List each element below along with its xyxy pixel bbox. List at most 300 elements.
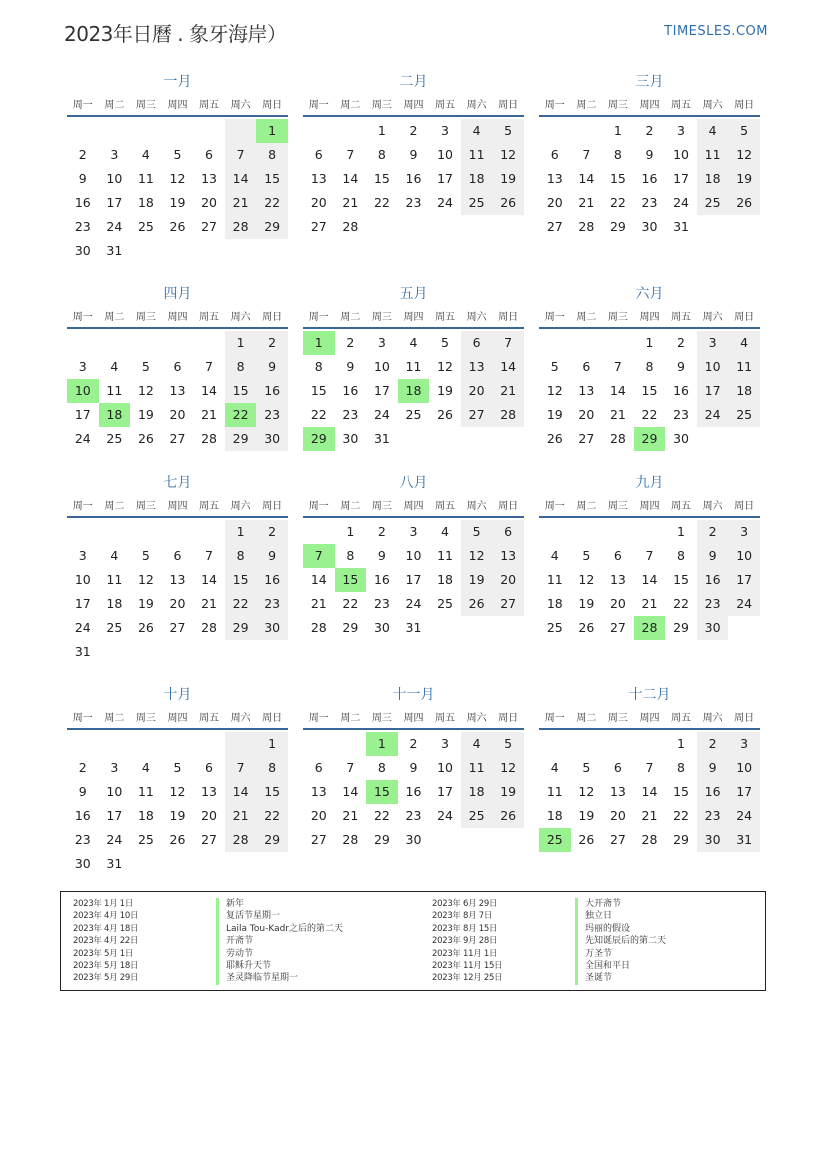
weekday-label: 周六 bbox=[230, 312, 251, 323]
holiday-day-cell: 10 bbox=[67, 379, 99, 403]
holiday-day-cell: 1 bbox=[256, 119, 288, 143]
weekday-label: 周三 bbox=[371, 713, 392, 724]
empty-cell bbox=[539, 520, 571, 544]
weekday-label: 周六 bbox=[702, 100, 723, 111]
month-name: 七月 bbox=[163, 475, 192, 491]
day-cell: 29 bbox=[256, 215, 288, 239]
day-cell: 25 bbox=[106, 431, 123, 446]
weekday-label: 周六 bbox=[230, 713, 251, 724]
day-cell: 3 bbox=[728, 732, 760, 756]
legend-holiday-name: 全国和平日 bbox=[575, 960, 666, 972]
weekday-label: 周日 bbox=[498, 100, 519, 111]
day-cell: 20 bbox=[578, 407, 595, 422]
day-cell: 10 bbox=[106, 171, 123, 186]
day-cell: 28 bbox=[225, 215, 257, 239]
day-cell: 26 bbox=[728, 191, 760, 215]
day-cell: 9 bbox=[677, 359, 685, 374]
day-cell: 30 bbox=[697, 828, 729, 852]
weekday-label: 周六 bbox=[702, 713, 723, 724]
day-cell: 13 bbox=[578, 383, 595, 398]
day-grid bbox=[539, 732, 760, 852]
empty-cell bbox=[130, 331, 162, 355]
day-cell: 11 bbox=[106, 383, 123, 398]
month-name: 三月 bbox=[635, 74, 664, 90]
weekday-label: 周四 bbox=[639, 501, 660, 512]
day-cell: 6 bbox=[314, 147, 323, 162]
day-cell: 17 bbox=[728, 780, 760, 804]
day-cell: 28 bbox=[609, 431, 626, 446]
day-cell: 3 bbox=[78, 359, 87, 374]
day-cell: 25 bbox=[728, 403, 760, 427]
day-cell: 17 bbox=[673, 171, 689, 186]
weekday-label: 周一 bbox=[544, 713, 565, 724]
day-cell: 30 bbox=[256, 427, 288, 451]
empty-cell bbox=[193, 520, 225, 544]
day-cell: 13 bbox=[546, 171, 563, 186]
day-cell: 30 bbox=[673, 431, 689, 446]
holiday-day-cell: 22 bbox=[225, 403, 257, 427]
day-cell: 15 bbox=[310, 383, 327, 398]
day-cell: 8 bbox=[677, 548, 685, 563]
day-cell: 25 bbox=[697, 191, 729, 215]
day-cell: 24 bbox=[405, 596, 422, 611]
day-cell: 5 bbox=[492, 732, 524, 756]
day-cell: 10 bbox=[437, 147, 453, 162]
day-cell: 6 bbox=[613, 548, 622, 563]
day-cell: 17 bbox=[697, 379, 729, 403]
day-cell: 21 bbox=[609, 407, 626, 422]
weekday-label: 周三 bbox=[607, 100, 628, 111]
legend-date: 2023年 8月 7日 bbox=[432, 911, 493, 922]
day-cell: 16 bbox=[405, 784, 422, 799]
day-cell: 18 bbox=[461, 780, 493, 804]
weekday-label: 周日 bbox=[734, 100, 755, 111]
day-cell: 26 bbox=[492, 191, 524, 215]
day-cell: 2 bbox=[256, 520, 288, 544]
day-cell: 20 bbox=[201, 808, 217, 823]
day-cell: 26 bbox=[137, 620, 154, 635]
weekday-header bbox=[303, 498, 524, 518]
weekday-label: 周三 bbox=[371, 312, 392, 323]
empty-cell bbox=[67, 520, 99, 544]
day-cell: 29 bbox=[609, 219, 626, 234]
weekday-label: 周五 bbox=[435, 100, 456, 111]
day-cell: 7 bbox=[225, 143, 257, 167]
day-cell: 7 bbox=[205, 359, 213, 374]
day-cell: 20 bbox=[609, 808, 626, 823]
day-grid bbox=[303, 331, 524, 451]
day-cell: 24 bbox=[437, 195, 453, 210]
legend-date: 2023年 9月 28日 bbox=[432, 936, 498, 947]
weekday-header bbox=[539, 710, 760, 730]
day-cell: 23 bbox=[342, 407, 359, 422]
legend-holiday-name: 耶稣升天节 bbox=[216, 960, 343, 972]
day-cell: 13 bbox=[169, 572, 186, 587]
month-block bbox=[303, 285, 524, 451]
legend-date: 2023年 4月 22日 bbox=[73, 936, 139, 947]
empty-cell bbox=[571, 119, 603, 143]
day-cell: 13 bbox=[201, 784, 217, 799]
weekday-label: 周三 bbox=[607, 501, 628, 512]
weekday-label: 周四 bbox=[639, 100, 660, 111]
day-cell: 20 bbox=[546, 195, 563, 210]
day-cell: 7 bbox=[582, 147, 591, 162]
day-cell: 21 bbox=[578, 195, 595, 210]
day-cell: 2 bbox=[697, 732, 729, 756]
day-cell: 24 bbox=[106, 219, 123, 234]
empty-cell bbox=[602, 520, 634, 544]
day-cell: 23 bbox=[74, 832, 91, 847]
day-cell: 11 bbox=[546, 572, 563, 587]
day-cell: 15 bbox=[256, 167, 288, 191]
day-cell: 13 bbox=[169, 383, 186, 398]
month-block bbox=[539, 285, 760, 451]
day-cell: 6 bbox=[492, 520, 524, 544]
day-cell: 30 bbox=[641, 219, 658, 234]
weekday-label: 周五 bbox=[671, 501, 692, 512]
day-cell: 20 bbox=[169, 596, 186, 611]
day-cell: 9 bbox=[645, 147, 654, 162]
day-cell: 25 bbox=[461, 804, 493, 828]
day-cell: 4 bbox=[141, 147, 150, 162]
day-cell: 6 bbox=[550, 147, 559, 162]
month-name: 十二月 bbox=[628, 687, 671, 703]
empty-cell bbox=[335, 732, 367, 756]
day-cell: 3 bbox=[697, 331, 729, 355]
day-cell: 7 bbox=[205, 548, 213, 563]
day-cell: 27 bbox=[169, 431, 186, 446]
day-cell: 11 bbox=[728, 355, 760, 379]
month-name: 十月 bbox=[163, 687, 192, 703]
day-cell: 21 bbox=[342, 808, 359, 823]
day-cell: 8 bbox=[346, 548, 355, 563]
day-cell: 1 bbox=[346, 524, 355, 539]
day-cell: 2 bbox=[256, 331, 288, 355]
day-cell: 9 bbox=[409, 760, 418, 775]
day-cell: 20 bbox=[492, 568, 524, 592]
day-cell: 19 bbox=[461, 568, 493, 592]
empty-cell bbox=[602, 732, 634, 756]
day-cell: 26 bbox=[137, 431, 154, 446]
day-cell: 22 bbox=[673, 808, 689, 823]
day-cell: 27 bbox=[492, 592, 524, 616]
weekday-label: 周六 bbox=[702, 312, 723, 323]
day-cell: 5 bbox=[550, 359, 559, 374]
day-cell: 24 bbox=[728, 592, 760, 616]
day-cell: 2 bbox=[645, 123, 654, 138]
day-grid bbox=[303, 520, 524, 640]
day-cell: 24 bbox=[74, 431, 91, 446]
weekday-label: 周二 bbox=[340, 312, 361, 323]
day-cell: 21 bbox=[310, 596, 327, 611]
day-cell: 13 bbox=[461, 355, 493, 379]
day-cell: 18 bbox=[437, 572, 453, 587]
day-cell: 3 bbox=[110, 147, 119, 162]
month-block bbox=[303, 73, 524, 239]
day-cell: 12 bbox=[461, 544, 493, 568]
day-grid bbox=[303, 732, 524, 852]
weekday-label: 周四 bbox=[639, 713, 660, 724]
day-cell: 27 bbox=[461, 403, 493, 427]
weekday-label: 周一 bbox=[544, 501, 565, 512]
month-name: 二月 bbox=[399, 74, 428, 90]
day-cell: 5 bbox=[492, 119, 524, 143]
weekday-label: 周五 bbox=[199, 501, 220, 512]
day-cell: 8 bbox=[256, 756, 288, 780]
weekday-label: 周六 bbox=[466, 501, 487, 512]
empty-cell bbox=[193, 331, 225, 355]
weekday-label: 周五 bbox=[199, 713, 220, 724]
weekday-label: 周日 bbox=[734, 713, 755, 724]
day-cell: 14 bbox=[225, 780, 257, 804]
day-cell: 23 bbox=[373, 596, 390, 611]
day-grid bbox=[67, 331, 288, 451]
day-cell: 22 bbox=[373, 808, 390, 823]
empty-cell bbox=[162, 119, 194, 143]
day-cell: 24 bbox=[697, 403, 729, 427]
day-cell: 27 bbox=[609, 832, 626, 847]
day-cell: 26 bbox=[492, 804, 524, 828]
empty-cell bbox=[225, 732, 257, 756]
day-cell: 17 bbox=[728, 568, 760, 592]
day-cell: 2 bbox=[409, 123, 418, 138]
day-cell: 4 bbox=[550, 548, 559, 563]
day-cell: 28 bbox=[492, 403, 524, 427]
empty-cell bbox=[162, 732, 194, 756]
day-cell: 2 bbox=[78, 147, 87, 162]
weekday-label: 周五 bbox=[435, 312, 456, 323]
weekday-label: 周六 bbox=[230, 100, 251, 111]
weekday-header bbox=[67, 309, 288, 329]
day-cell: 13 bbox=[201, 171, 217, 186]
day-cell: 17 bbox=[437, 171, 453, 186]
day-cell: 4 bbox=[728, 331, 760, 355]
legend-right-names bbox=[575, 898, 666, 985]
day-grid bbox=[67, 520, 288, 664]
day-cell: 8 bbox=[225, 355, 257, 379]
empty-cell bbox=[303, 119, 335, 143]
day-cell: 12 bbox=[578, 572, 595, 587]
day-cell: 1 bbox=[377, 123, 386, 138]
day-cell: 30 bbox=[373, 620, 390, 635]
day-cell: 16 bbox=[641, 171, 658, 186]
day-cell: 24 bbox=[74, 620, 91, 635]
day-cell: 16 bbox=[373, 572, 390, 587]
day-cell: 12 bbox=[546, 383, 563, 398]
empty-cell bbox=[335, 119, 367, 143]
weekday-header bbox=[539, 498, 760, 518]
day-cell: 31 bbox=[373, 431, 390, 446]
weekday-label: 周六 bbox=[466, 312, 487, 323]
day-cell: 2 bbox=[409, 736, 418, 751]
legend-left-names bbox=[216, 898, 343, 985]
empty-cell bbox=[99, 732, 131, 756]
day-cell: 1 bbox=[677, 524, 685, 539]
day-cell: 6 bbox=[314, 760, 323, 775]
day-cell: 2 bbox=[677, 335, 685, 350]
day-cell: 21 bbox=[641, 596, 658, 611]
holiday-day-cell: 18 bbox=[398, 379, 430, 403]
empty-cell bbox=[303, 520, 335, 544]
page-title: 2023年日曆 . 象牙海岸） bbox=[64, 22, 287, 46]
day-cell: 1 bbox=[645, 335, 654, 350]
legend-date: 2023年 6月 29日 bbox=[432, 899, 498, 909]
month-name: 九月 bbox=[635, 475, 664, 491]
day-cell: 14 bbox=[609, 383, 626, 398]
weekday-label: 周四 bbox=[403, 100, 424, 111]
weekday-label: 周二 bbox=[576, 312, 597, 323]
day-cell: 11 bbox=[461, 756, 493, 780]
empty-cell bbox=[303, 732, 335, 756]
day-cell: 22 bbox=[256, 191, 288, 215]
day-cell: 10 bbox=[405, 548, 422, 563]
day-cell: 6 bbox=[461, 331, 493, 355]
day-cell: 27 bbox=[201, 219, 217, 234]
day-cell: 14 bbox=[641, 572, 658, 587]
weekday-header bbox=[303, 97, 524, 117]
day-cell: 15 bbox=[673, 572, 689, 587]
day-grid bbox=[67, 119, 288, 263]
legend-date: 2023年 4月 18日 bbox=[73, 923, 139, 934]
day-cell: 21 bbox=[201, 407, 217, 422]
weekday-label: 周二 bbox=[104, 100, 125, 111]
day-cell: 6 bbox=[173, 359, 182, 374]
weekday-label: 周一 bbox=[308, 501, 329, 512]
day-cell: 20 bbox=[169, 407, 186, 422]
empty-cell bbox=[130, 520, 162, 544]
day-cell: 19 bbox=[546, 407, 563, 422]
day-cell: 27 bbox=[546, 219, 563, 234]
empty-cell bbox=[67, 331, 99, 355]
day-cell: 22 bbox=[673, 596, 689, 611]
weekday-label: 周五 bbox=[671, 312, 692, 323]
holiday-day-cell: 1 bbox=[366, 732, 398, 756]
day-cell: 11 bbox=[546, 784, 563, 799]
weekday-label: 周一 bbox=[308, 312, 329, 323]
day-cell: 29 bbox=[225, 427, 257, 451]
day-cell: 15 bbox=[641, 383, 658, 398]
day-cell: 3 bbox=[441, 123, 449, 138]
day-cell: 1 bbox=[613, 123, 622, 138]
legend-holiday-name: 圣诞节 bbox=[575, 972, 666, 984]
day-cell: 8 bbox=[677, 760, 685, 775]
day-cell: 12 bbox=[137, 572, 154, 587]
weekday-label: 周四 bbox=[403, 312, 424, 323]
day-cell: 31 bbox=[106, 243, 123, 258]
day-cell: 22 bbox=[641, 407, 658, 422]
empty-cell bbox=[225, 119, 257, 143]
day-cell: 18 bbox=[728, 379, 760, 403]
day-cell: 7 bbox=[492, 331, 524, 355]
day-cell: 14 bbox=[578, 171, 595, 186]
day-cell: 22 bbox=[373, 195, 390, 210]
legend-date: 2023年 11月 1日 bbox=[432, 948, 498, 959]
weekday-label: 周三 bbox=[135, 100, 156, 111]
weekday-label: 周一 bbox=[544, 312, 565, 323]
weekday-label: 周六 bbox=[466, 100, 487, 111]
day-cell: 19 bbox=[137, 407, 154, 422]
day-cell: 18 bbox=[697, 167, 729, 191]
legend-holiday-name: 万圣节 bbox=[575, 948, 666, 960]
holiday-day-cell: 29 bbox=[303, 427, 335, 451]
day-cell: 16 bbox=[697, 568, 729, 592]
weekday-label: 周四 bbox=[167, 713, 188, 724]
day-cell: 19 bbox=[492, 167, 524, 191]
day-cell: 12 bbox=[437, 359, 453, 374]
day-cell: 3 bbox=[377, 335, 386, 350]
day-cell: 16 bbox=[256, 568, 288, 592]
day-cell: 15 bbox=[673, 784, 689, 799]
day-cell: 18 bbox=[461, 167, 493, 191]
day-cell: 14 bbox=[225, 167, 257, 191]
day-cell: 18 bbox=[546, 596, 563, 611]
weekday-label: 周三 bbox=[135, 312, 156, 323]
day-cell: 24 bbox=[673, 195, 689, 210]
weekday-label: 周三 bbox=[607, 713, 628, 724]
day-cell: 4 bbox=[550, 760, 559, 775]
day-cell: 11 bbox=[405, 359, 422, 374]
empty-cell bbox=[571, 732, 603, 756]
day-cell: 21 bbox=[342, 195, 359, 210]
day-cell: 25 bbox=[106, 620, 123, 635]
day-cell: 12 bbox=[169, 784, 186, 799]
legend-holiday-name: Laila Tou-Kadr之后的第二天 bbox=[216, 923, 343, 935]
empty-cell bbox=[634, 732, 666, 756]
day-cell: 29 bbox=[373, 832, 390, 847]
legend-holiday-name: 圣灵降临节星期一 bbox=[216, 972, 343, 984]
day-cell: 2 bbox=[377, 524, 386, 539]
day-cell: 11 bbox=[106, 572, 123, 587]
day-cell: 19 bbox=[492, 780, 524, 804]
month-name: 六月 bbox=[635, 286, 664, 302]
day-cell: 13 bbox=[609, 572, 626, 587]
day-cell: 5 bbox=[441, 335, 449, 350]
weekday-label: 周五 bbox=[435, 501, 456, 512]
empty-cell bbox=[571, 331, 603, 355]
day-cell: 21 bbox=[492, 379, 524, 403]
month-block bbox=[303, 474, 524, 640]
day-cell: 30 bbox=[256, 616, 288, 640]
month-name: 八月 bbox=[399, 475, 428, 491]
day-cell: 26 bbox=[546, 431, 563, 446]
day-cell: 16 bbox=[697, 780, 729, 804]
day-cell: 5 bbox=[728, 119, 760, 143]
day-cell: 17 bbox=[106, 808, 123, 823]
day-cell: 5 bbox=[173, 147, 182, 162]
weekday-label: 周日 bbox=[734, 501, 755, 512]
empty-cell bbox=[99, 119, 131, 143]
day-cell: 4 bbox=[141, 760, 150, 775]
weekday-label: 周二 bbox=[576, 100, 597, 111]
day-cell: 25 bbox=[437, 596, 453, 611]
day-cell: 19 bbox=[578, 596, 595, 611]
day-cell: 20 bbox=[310, 195, 327, 210]
legend-date: 2023年 4月 10日 bbox=[73, 911, 139, 922]
day-grid bbox=[303, 119, 524, 239]
day-cell: 26 bbox=[461, 592, 493, 616]
legend-date: 2023年 8月 15日 bbox=[432, 923, 498, 934]
empty-cell bbox=[602, 331, 634, 355]
empty-cell bbox=[539, 119, 571, 143]
legend-date: 2023年 5月 18日 bbox=[73, 960, 139, 971]
day-cell: 26 bbox=[578, 620, 595, 635]
month-name: 十一月 bbox=[392, 687, 435, 703]
day-cell: 6 bbox=[582, 359, 591, 374]
site-logo[interactable]: TIMESLES.COM bbox=[664, 24, 768, 39]
day-cell: 27 bbox=[169, 620, 186, 635]
weekday-label: 周四 bbox=[403, 501, 424, 512]
day-cell: 20 bbox=[461, 379, 493, 403]
